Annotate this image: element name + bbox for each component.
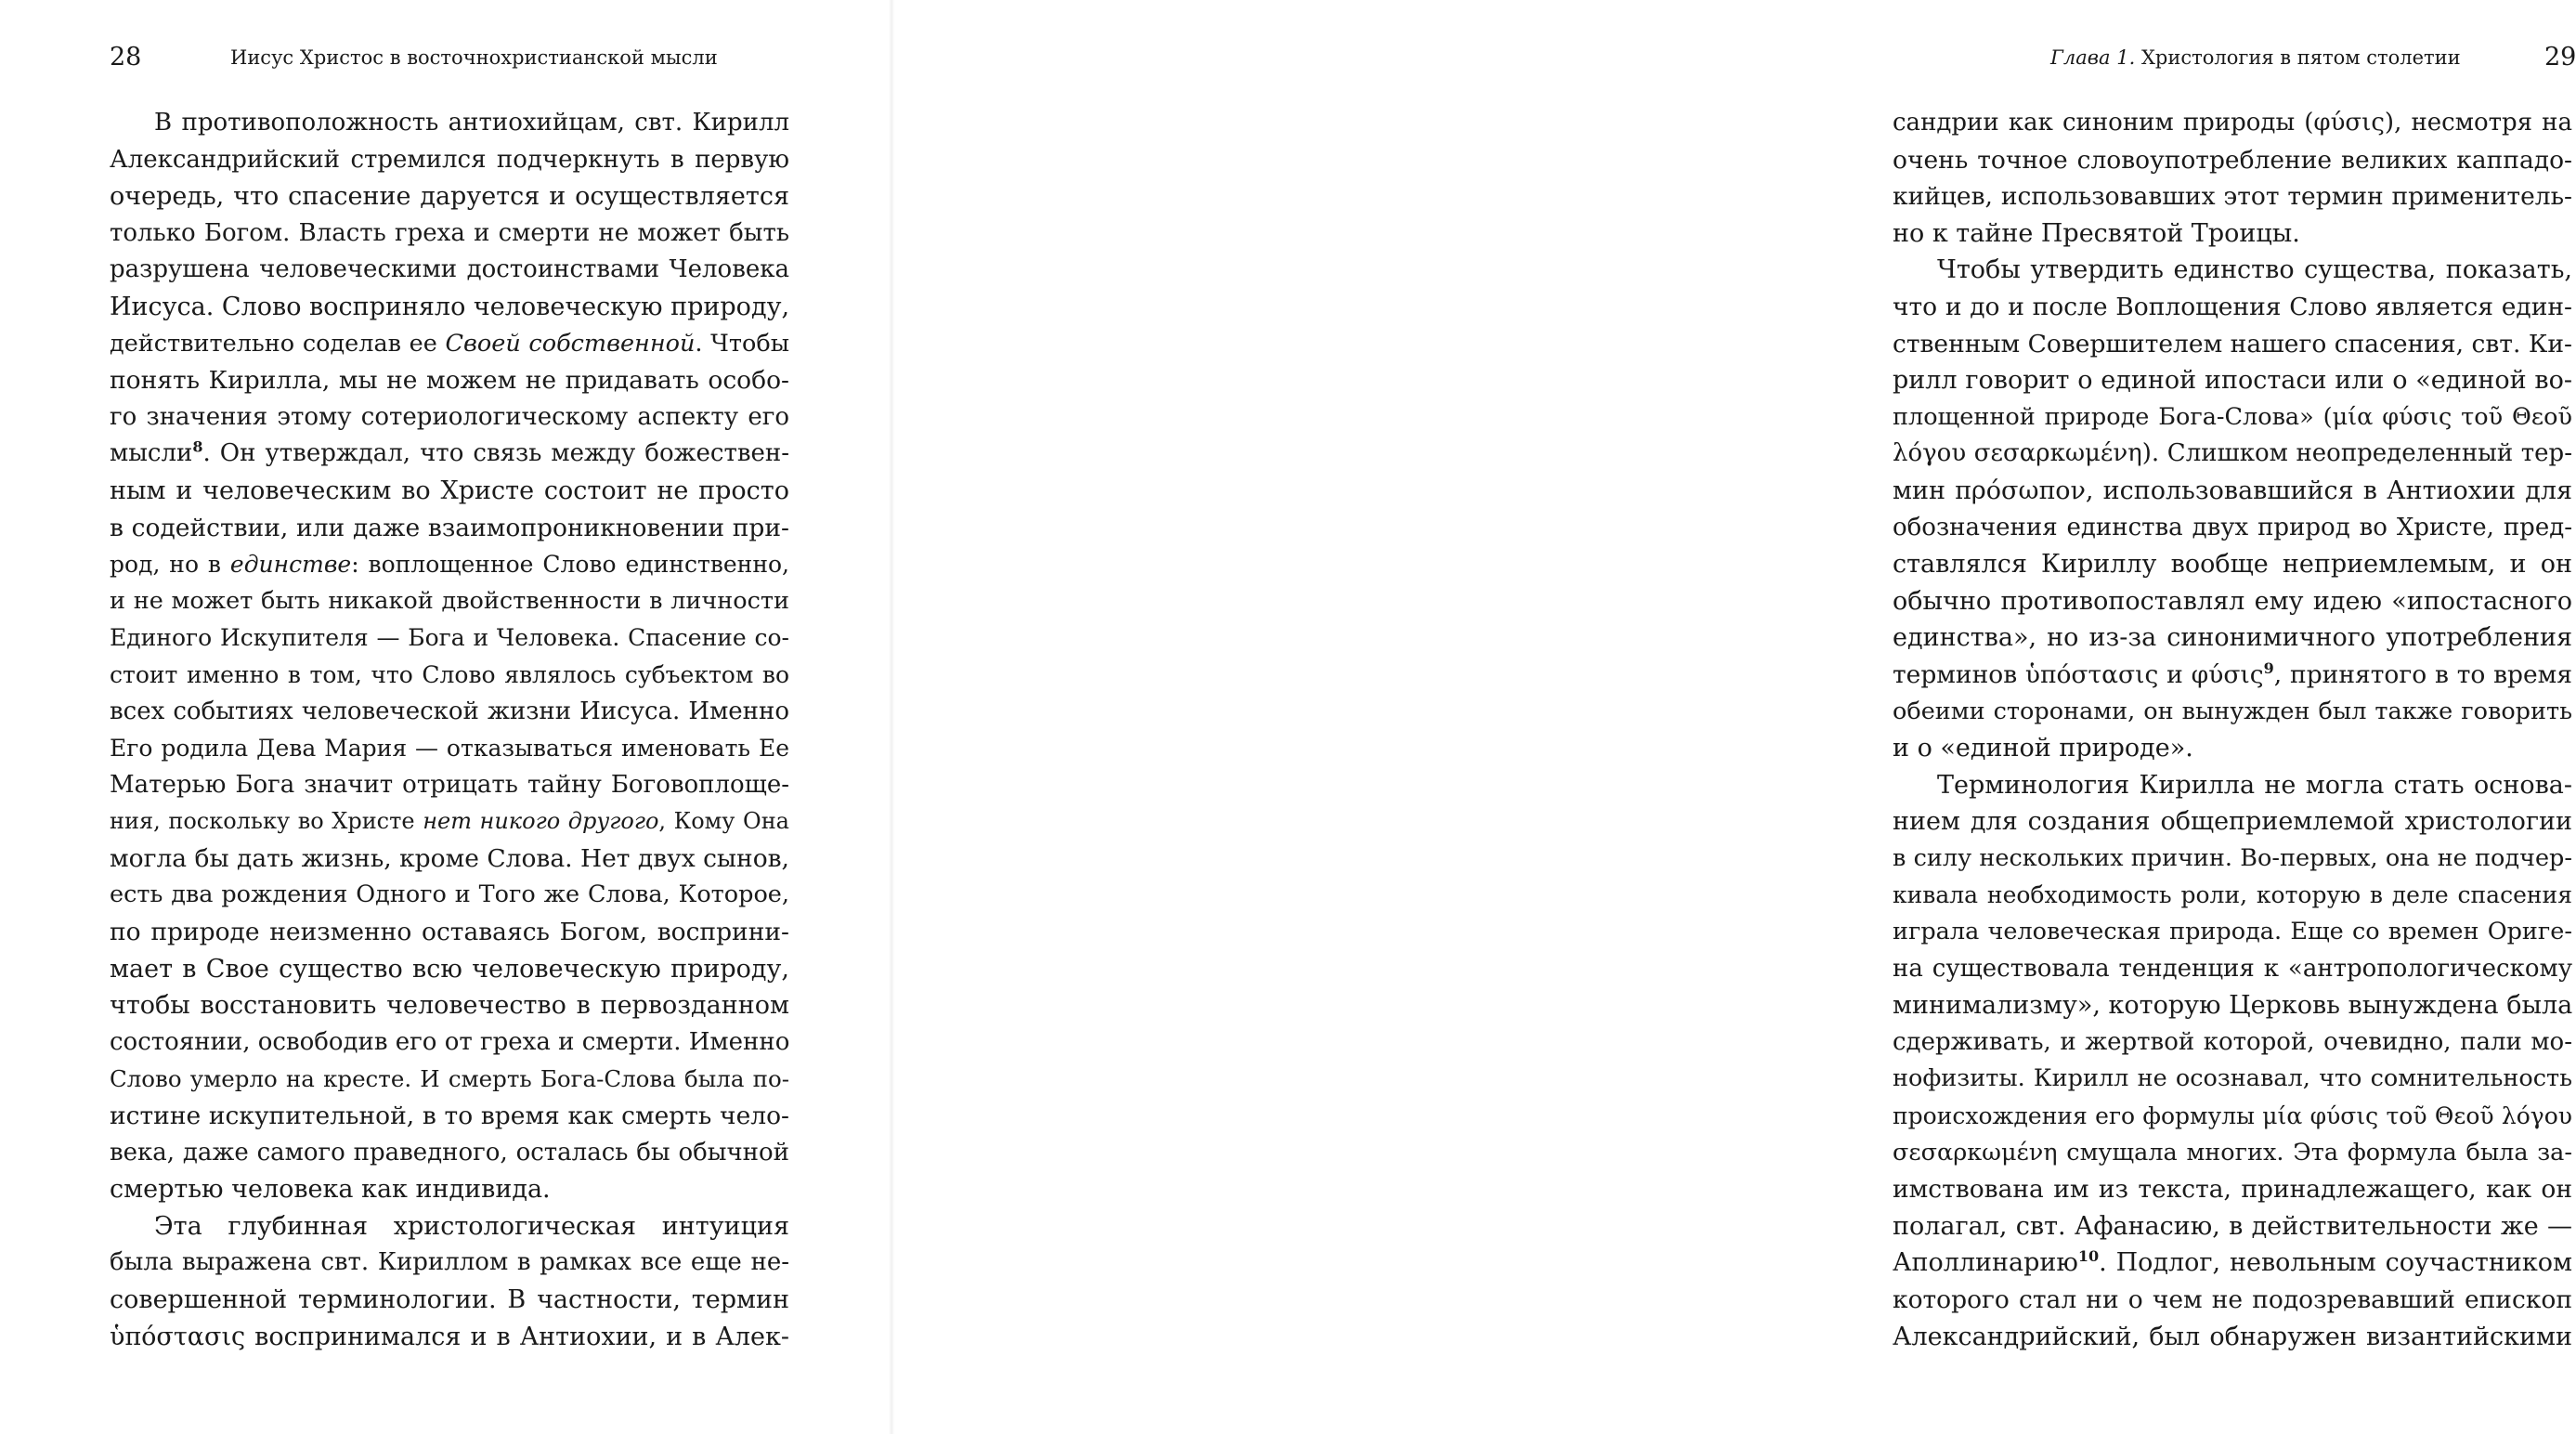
text-line: на существовала тенденция к «антропологическому (1893, 954, 2572, 983)
text-line: ния, поскольку во Христе нет никого другого, Кому Она (110, 808, 789, 835)
text-line: ным и человеческим во Христе состоит не просто (110, 476, 789, 505)
text-line: λόγου σεσαρκωμένη). Слишком неопределенный тер- (1893, 439, 2572, 468)
text-line: стоит именно в том, что Слово являлось субъектом во (110, 660, 789, 688)
text-line: Его родила Дева Мария — отказываться именовать Ее (110, 735, 789, 763)
text-line: Чтобы утвердить единство существа, показать, (1937, 255, 2572, 285)
text-line: полагал, свт. Афанасию, в действительности же — (1893, 1211, 2572, 1241)
text-line: Единого Искупителя — Бога и Человека. Спасение со- (110, 624, 789, 652)
text-line: мин πρόσωπον, использовавшийся в Антиохии для (1893, 476, 2572, 505)
text-line: Слово умерло на кресте. И смерть Бога-Слова была по- (110, 1065, 789, 1093)
text-line: в содействии, или даже взаимопроникновении при- (110, 513, 789, 542)
right-running-head-title: Христология в пятом столетии (2140, 46, 2461, 69)
text-line: понять Кирилла, мы не можем не придавать особо- (110, 366, 789, 396)
left-page-body (110, 105, 789, 1355)
text-line: могла бы дать жизнь, кроме Слова. Нет двух сынов, (110, 843, 789, 873)
text-line: смертью человека как индивида. (110, 1175, 551, 1205)
text-line: что и до и после Воплощения Слово является един- (1893, 292, 2572, 321)
text-line: обеими сторонами, он вынужден был также говорить (1893, 697, 2572, 725)
text-line: рилл говорит о единой ипостаси или о «единой во- (1893, 366, 2572, 396)
text-line: ὑπόστασις воспринимался и в Антиохии, и в Алек- (110, 1322, 789, 1351)
text-line: есть два рождения Одного и Того же Слова, Которое, (110, 880, 789, 909)
text-line: совершенной терминологии. В частности, термин (110, 1285, 789, 1314)
text-line: мысли$^8$. Он утверждал, что связь между божествен- (110, 437, 789, 468)
text-line: сдерживать, и жертвой которой, очевидно, пали мо- (1893, 1027, 2572, 1056)
text-line: и не может быть никакой двойственности в личности (110, 586, 789, 615)
text-line: обычно противопоставлял ему идею «ипостасного (1893, 586, 2572, 616)
right-page-number: 29 (2544, 43, 2576, 72)
text-line: единства», но из-за синонимичного употребления (1893, 623, 2572, 653)
left-page (0, 0, 891, 1434)
text-line: играла человеческая природа. Еще со времен Ориге- (1893, 918, 2572, 946)
text-line: только Богом. Власть греха и смерти не может быть (110, 218, 789, 247)
text-line: по природе неизменно оставаясь Богом, восприни- (110, 918, 789, 947)
text-line: Терминология Кирилла не могла стать основа- (1937, 770, 2572, 800)
text-line: σεσαρκωμένη смущала многих. Эта формула была за- (1893, 1138, 2572, 1167)
text-line: минимализму», которую Церковь вынуждена была (1893, 991, 2573, 1021)
text-line: мает в Свое существо всю человеческую природу, (110, 954, 789, 984)
right-page (891, 0, 2576, 1434)
text-line: кийцев, использовавших этот термин применитель- (1893, 182, 2572, 212)
text-line: но к тайне Пресвятой Троицы. (1893, 218, 2300, 248)
text-line: имствована им из текста, принадлежащего, как он (1893, 1175, 2572, 1205)
text-line: происхождения его формулы μία φύσις τοῦ Θεοῦ λόγου (1893, 1102, 2572, 1130)
text-line: ставлялся Кириллу вообще неприемлемым, и он (1893, 550, 2572, 580)
text-line: состоянии, освободив его от греха и смерти. Именно (110, 1027, 790, 1056)
text-line: истине искупительной, в то время как смерть чело- (110, 1102, 789, 1131)
text-line: действительно соделав ее Своей собственной. Чтобы (110, 329, 790, 358)
right-page-body (1893, 105, 2572, 1355)
left-page-number: 28 (110, 43, 142, 72)
text-line: всех событиях человеческой жизни Иисуса. Именно (110, 697, 789, 725)
text-line: и о «единой природе». (1893, 734, 2193, 763)
text-line: Матерью Бога значит отрицать тайну Боговоплоще- (110, 770, 789, 799)
right-running-head (2050, 41, 2461, 74)
text-line: терминов ὑπόστασις и φύσις$^9$, принятого в то время (1893, 659, 2573, 689)
text-line: сандрии как синоним природы (φύσις), несмотря на (1893, 109, 2572, 137)
text-line: Александрийский, был обнаружен византийскими (1893, 1322, 2572, 1351)
text-line: Иисуса. Слово восприняло человеческую природу, (110, 292, 790, 321)
text-line: род, но в единстве: воплощенное Слово единственно, (110, 551, 789, 579)
text-line: ственным Совершителем нашего спасения, свт. Ки- (1893, 329, 2572, 358)
text-line: площенной природе Бога-Слова» (μία φύσις τοῦ Θεοῦ (1893, 402, 2572, 431)
text-line: разрушена человеческими достоинствами Человека (110, 255, 789, 284)
text-line: века, даже самого праведного, осталась бы обычной (110, 1138, 789, 1167)
text-line: была выражена свт. Кириллом в рамках все еще не- (110, 1248, 789, 1277)
text-line: го значения этому сотериологическому аспекту его (110, 402, 789, 431)
text-line: нием для создания общеприемлемой христологии (1893, 807, 2572, 837)
text-line: очень точное словоупотребление великих каппадо- (1893, 145, 2572, 175)
text-line: в силу нескольких причин. Во-первых, она не подчер- (1893, 843, 2572, 872)
text-line: очередь, что спасение даруется и осуществляется (110, 182, 789, 212)
text-line: Аполлинарию$^{10}$. Подлог, невольным соучастником (1893, 1247, 2572, 1278)
right-running-head-chapter: Глава 1. (2050, 46, 2136, 69)
text-line: нофизиты. Кирилл не осознавал, что сомнительность (1893, 1064, 2572, 1093)
text-line: Александрийский стремился подчеркнуть в первую (110, 145, 789, 174)
text-line: Эта глубинная христологическая интуиция (154, 1211, 789, 1241)
text-line: В противоположность антиохийцам, свт. Кирилл (154, 109, 789, 137)
text-line: которого стал ни о чем не подозревавший епископ (1893, 1285, 2572, 1314)
text-line: кивала необходимость роли, которую в деле спасения (1893, 881, 2572, 909)
text-line: обозначения единства двух природ во Христе, пред- (1893, 513, 2572, 541)
text-line: чтобы восстановить человечество в первозданном (110, 991, 789, 1021)
left-running-head: Иисус Христос в восточнохристианской мысли (230, 46, 718, 69)
